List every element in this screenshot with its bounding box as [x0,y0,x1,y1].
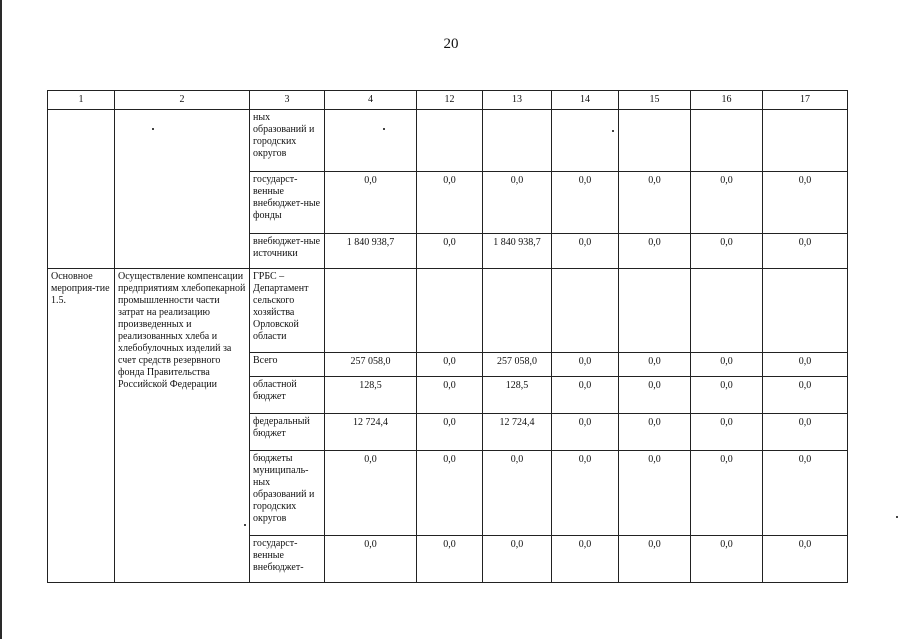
value-cell: 0,0 [619,414,691,451]
page-number: 20 [443,36,459,52]
value-cell: 0,0 [691,377,763,414]
value-cell: 0,0 [691,353,763,377]
value-cell: 0,0 [691,536,763,583]
value-cell [691,269,763,353]
value-cell: 0,0 [417,414,483,451]
value-cell: 0,0 [763,172,848,234]
funding-source: государст-венные внебюджет-ные фонды [250,172,325,234]
value-cell: 0,0 [619,451,691,536]
value-cell: 0,0 [619,353,691,377]
value-cell [417,269,483,353]
value-cell: 128,5 [325,377,417,414]
value-cell: 0,0 [483,536,552,583]
scan-speck [383,128,385,130]
value-cell: 12 724,4 [483,414,552,451]
funding-source: внебюджет-ные источники [250,234,325,269]
value-cell: 0,0 [691,451,763,536]
funding-source: ных образований и городских округов [250,110,325,172]
header-cell: 13 [483,91,552,110]
header-cell: 12 [417,91,483,110]
header-cell: 15 [619,91,691,110]
activity-label: Основное мероприя-тие 1.5. [48,269,115,583]
table-row [48,110,848,172]
value-cell: 0,0 [552,234,619,269]
value-cell: 0,0 [619,536,691,583]
value-cell: 0,0 [552,536,619,583]
value-cell: 0,0 [763,377,848,414]
value-cell: 0,0 [691,172,763,234]
value-cell: 0,0 [417,451,483,536]
value-cell: 257 058,0 [325,353,417,377]
activity-description: Осуществление компенсации предприятиям хлебопекарной промышленности части затрат на реализацию произведенных и реализованных хлеба и хлебобулочных изделий за счет средств резервного фонда Правительства Российской Федерации [115,269,250,583]
value-cell [691,110,763,172]
header-cell: 3 [250,91,325,110]
value-cell: 257 058,0 [483,353,552,377]
value-cell: 0,0 [325,536,417,583]
funding-source: ГРБС – Департамент сельского хозяйства Орловской области [250,269,325,353]
value-cell: 0,0 [325,172,417,234]
header-cell: 2 [115,91,250,110]
value-cell: 0,0 [483,451,552,536]
header-row [48,91,848,110]
value-cell: 128,5 [483,377,552,414]
value-cell [417,110,483,172]
value-cell: 0,0 [691,234,763,269]
value-cell: 1 840 938,7 [483,234,552,269]
header-cell: 4 [325,91,417,110]
value-cell: 12 724,4 [325,414,417,451]
value-cell [483,269,552,353]
budget-table [47,90,848,583]
value-cell: 0,0 [417,353,483,377]
value-cell: 0,0 [619,172,691,234]
value-cell: 0,0 [483,172,552,234]
value-cell [763,110,848,172]
value-cell: 0,0 [417,172,483,234]
funding-source: бюджеты муниципаль-ных образований и городских округов [250,451,325,536]
value-cell: 0,0 [417,234,483,269]
value-cell: 0,0 [619,377,691,414]
value-cell: 0,0 [417,377,483,414]
value-cell: 0,0 [552,353,619,377]
value-cell [552,269,619,353]
scan-speck [896,516,898,518]
value-cell [619,269,691,353]
value-cell: 0,0 [763,414,848,451]
value-cell [552,110,619,172]
header-cell: 1 [48,91,115,110]
funding-source: государст-венные внебюджет- [250,536,325,583]
activity-description-cell [115,110,250,269]
value-cell: 0,0 [763,234,848,269]
value-cell [763,269,848,353]
funding-source: областной бюджет [250,377,325,414]
header-cell: 14 [552,91,619,110]
value-cell: 0,0 [552,451,619,536]
value-cell: 1 840 938,7 [325,234,417,269]
value-cell: 0,0 [763,536,848,583]
funding-source: федеральный бюджет [250,414,325,451]
page-left-edge [0,0,2,639]
value-cell: 0,0 [417,536,483,583]
funding-source: Всего [250,353,325,377]
value-cell [325,110,417,172]
value-cell: 0,0 [691,414,763,451]
value-cell: 0,0 [552,377,619,414]
scan-speck [244,524,246,526]
header-cell: 17 [763,91,848,110]
header-cell: 16 [691,91,763,110]
scan-speck [152,128,154,130]
value-cell: 0,0 [552,172,619,234]
table-row [48,269,848,353]
value-cell: 0,0 [325,451,417,536]
value-cell [619,110,691,172]
value-cell [325,269,417,353]
value-cell: 0,0 [619,234,691,269]
activity-label-cell [48,110,115,269]
value-cell: 0,0 [763,451,848,536]
value-cell [483,110,552,172]
value-cell: 0,0 [763,353,848,377]
scan-speck [612,130,614,132]
value-cell: 0,0 [552,414,619,451]
